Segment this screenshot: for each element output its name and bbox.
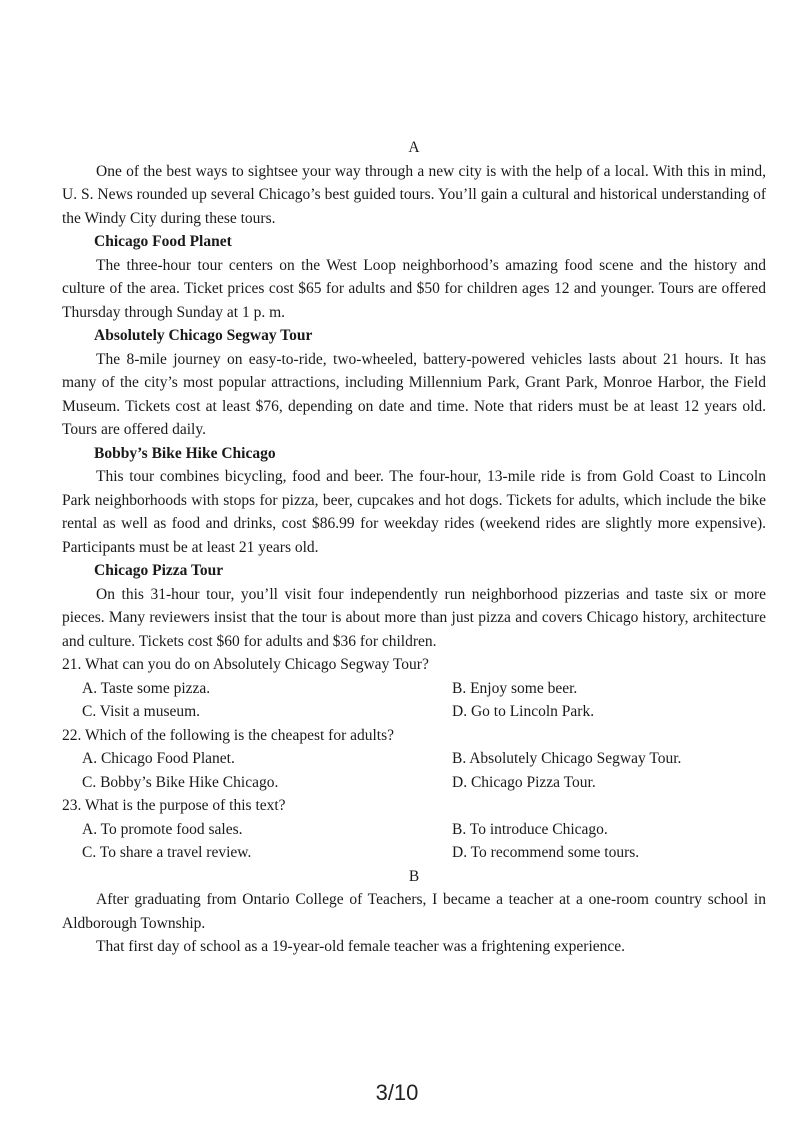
option-b: B. Absolutely Chicago Segway Tour. [452,750,682,767]
question-stem: 23. What is the purpose of this text? [62,797,286,814]
section-b-label: B [408,867,420,885]
intro-paragraph: One of the best ways to sightsee your way through a new city is with the help of a local. With this in mind, U. S. News rounded up several Chicago’s best guided tours. You’ll gain a cultural and historical understanding of the Windy City during these tours. [62,162,766,227]
answer-options [62,747,766,794]
option-a: A. Taste some pizza. [82,679,211,697]
option-d: D. Chicago Pizza Tour. [452,773,596,791]
question-stem: 21. What can you do on Absolutely Chicago Segway Tour? [62,656,429,673]
question-21 [62,653,766,724]
option-b: B. Enjoy some beer. [452,679,578,697]
answer-options [62,677,766,724]
question-22 [62,724,766,795]
option-a: A. To promote food sales. [82,820,243,838]
tour-description: The three-hour tour centers on the West Loop neighborhood’s amazing food scene and the history and culture of the area. Ticket prices cost $65 for adults and $50 for children ages 12 and younger. Tours are offered Thursday through Sunday at 1 p. m. [62,256,766,321]
option-c: C. Bobby’s Bike Hike Chicago. [82,773,279,791]
tour-title: Chicago Pizza Tour [94,562,224,579]
option-a: A. Chicago Food Planet. [82,750,235,767]
exam-page [62,136,766,959]
answer-options [62,818,766,865]
passage-b-paragraph: After graduating from Ontario College of Teachers, I became a teacher at a one-room country school in Aldborough Township. [62,891,766,932]
option-d: D. To recommend some tours. [452,844,640,861]
tour-description: This tour combines bicycling, food and beer. The four-hour, 13-mile ride is from Gold Coast to Lincoln Park neighborhoods with stops for pizza, beer, cupcakes and hot dogs. Tickets for adults, which include the bike rental as well as food and drinks, cost $86.99 for weekday rides (weekend rides are slightly more expensive). Participants must be at least 21 years old. [62,468,766,556]
tour-title: Absolutely Chicago Segway Tour [94,327,313,344]
page-number: 3/10 [375,1080,419,1105]
option-c: C. To share a travel review. [82,844,252,861]
option-d: D. Go to Lincoln Park. [452,703,595,720]
tour-description: On this 31-hour tour, you’ll visit four independently run neighborhood pizzerias and taste six or more pieces. Many reviewers insist that the tour is about more than just pizza and covers Chicago history, architecture and culture. Tickets cost $60 for adults and $36 for children. [62,585,766,650]
question-23 [62,794,766,865]
option-b: B. To introduce Chicago. [452,820,608,838]
question-stem: 22. Which of the following is the cheapest for adults? [62,726,395,744]
passage-b-paragraph: That first day of school as a 19-year-old female teacher was a frightening experience. [96,938,626,955]
tour-description: The 8-mile journey on easy-to-ride, two-wheeled, battery-powered vehicles lasts about 21 hours. It has many of the city’s most popular attractions, including Millennium Park, Grant Park, Monroe Harbor, the Field Museum. Tickets cost at least $76, depending on date and time. Note that riders must be at least 12 years old. Tours are offered daily. [62,350,766,438]
option-c: C. Visit a museum. [82,703,201,720]
tour-title: Bobby’s Bike Hike Chicago [94,444,276,462]
section-a-label: A [408,139,420,156]
tour-title: Chicago Food Planet [94,233,232,250]
